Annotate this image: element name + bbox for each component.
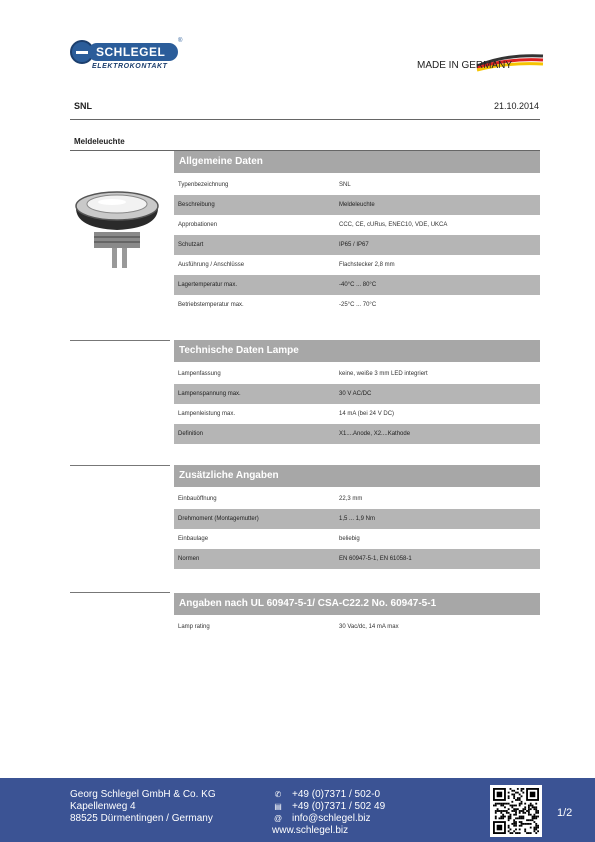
website-link[interactable]: www.schlegel.biz [272, 825, 349, 836]
company-address [70, 789, 216, 825]
fax-icon: ▤ [274, 802, 282, 811]
qr-code [490, 785, 542, 837]
spec-value: beliebig [339, 536, 360, 542]
spec-value: IP65 / IP67 [339, 242, 369, 248]
company-street: Kapellenweg 4 [70, 801, 136, 812]
logo-wordmark: SCHLEGEL [88, 43, 178, 61]
fax-line [272, 801, 385, 813]
spec-row [174, 509, 540, 529]
spec-value: keine, weiße 3 mm LED integriert [339, 371, 428, 377]
spec-value: 14 mA (bei 24 V DC) [339, 411, 395, 417]
spec-row [174, 404, 540, 424]
section-left-divider [70, 340, 170, 341]
logo-subtitle: ELEKTROKONTAKT [92, 63, 168, 70]
spec-value: X1....Anode, X2....Kathode [339, 431, 411, 437]
spec-value: EN 60947-5-1, EN 61058-1 [339, 556, 412, 562]
spec-row [174, 489, 540, 509]
spec-label: Approbationen [178, 222, 218, 228]
document-date: 21.10.2014 [493, 101, 539, 111]
spec-row [174, 275, 540, 295]
spec-label: Betriebstemperatur max. [178, 302, 244, 308]
page-footer [0, 778, 595, 842]
company-name: Georg Schlegel GmbH & Co. KG [70, 789, 216, 800]
section-header: Allgemeine Daten [174, 151, 540, 173]
web-line [272, 825, 385, 837]
spec-row [174, 175, 540, 195]
spec-value: Flachstecker 2,8 mm [339, 262, 395, 268]
spec-label: Ausführung / Anschlüsse [178, 262, 245, 268]
spec-value: 30 Vac/dc, 14 mA max [339, 624, 399, 630]
spec-label: Lampenfassung [178, 371, 221, 377]
spec-value: SNL [339, 182, 351, 188]
section-header: Angaben nach UL 60947-5-1/ CSA-C22.2 No. 60947-5-1 [174, 593, 540, 615]
section-header: Zusätzliche Angaben [174, 465, 540, 487]
product-category-label: Meldeleuchte [74, 137, 125, 146]
spec-value: 30 V AC/DC [339, 391, 372, 397]
spec-value: -25°C ... 70°C [339, 302, 377, 308]
spec-row [174, 255, 540, 275]
section-left-divider [70, 465, 170, 466]
fax-number: +49 (0)7371 / 502 49 [292, 801, 386, 812]
spec-row [174, 617, 540, 637]
spec-row [174, 364, 540, 384]
spec-row [174, 215, 540, 235]
title-divider [70, 119, 540, 120]
page-header [0, 0, 595, 90]
phone-line [272, 789, 385, 801]
section-left-divider [70, 592, 170, 593]
spec-label: Lamp rating [178, 624, 210, 630]
spec-label: Lampenspannung max. [178, 391, 241, 397]
spec-value: 22,3 mm [339, 496, 363, 502]
indicator-light-product-image [72, 180, 162, 280]
spec-label: Schutzart [178, 242, 204, 248]
spec-value: 1,5 ... 1,9 Nm [339, 516, 376, 522]
spec-label: Drehmoment (Montagemutter) [178, 516, 259, 522]
phone-icon: ✆ [274, 790, 282, 799]
email-link[interactable]: info@schlegel.biz [292, 813, 371, 824]
phone-number: +49 (0)7371 / 502-0 [292, 789, 381, 800]
spec-label: Einbaulage [178, 536, 209, 542]
section-header: Technische Daten Lampe [174, 340, 540, 362]
spec-row [174, 195, 540, 215]
company-contact [272, 789, 385, 837]
spec-label: Einbauöffnung [178, 496, 217, 502]
logo-registered-mark: ® [178, 38, 183, 44]
schlegel-logo [70, 38, 183, 72]
spec-row [174, 384, 540, 404]
at-icon: @ [273, 814, 283, 823]
spec-row [174, 295, 540, 315]
email-line [272, 813, 385, 825]
product-code: SNL [74, 101, 92, 111]
spec-label: Normen [178, 556, 200, 562]
spec-label: Lagertemperatur max. [178, 282, 238, 288]
company-city: 88525 Dürmentingen / Germany [70, 813, 213, 824]
spec-row [174, 424, 540, 444]
document-title-row [74, 101, 539, 119]
spec-value: CCC, CE, cURus, ENEC10, VDE, UKCA [339, 222, 448, 228]
spec-row [174, 529, 540, 549]
spec-label: Beschreibung [178, 202, 215, 208]
spec-label: Lampenleistung max. [178, 411, 236, 417]
spec-row [174, 549, 540, 569]
spec-value: Meldeleuchte [339, 202, 375, 208]
spec-row [174, 235, 540, 255]
spec-value: -40°C ... 80°C [339, 282, 377, 288]
spec-label: Typenbezeichnung [178, 182, 229, 188]
page-number: 1/2 [557, 807, 573, 819]
made-in-germany-label: MADE IN GERMANY [417, 60, 513, 71]
spec-label: Definition [178, 431, 204, 437]
